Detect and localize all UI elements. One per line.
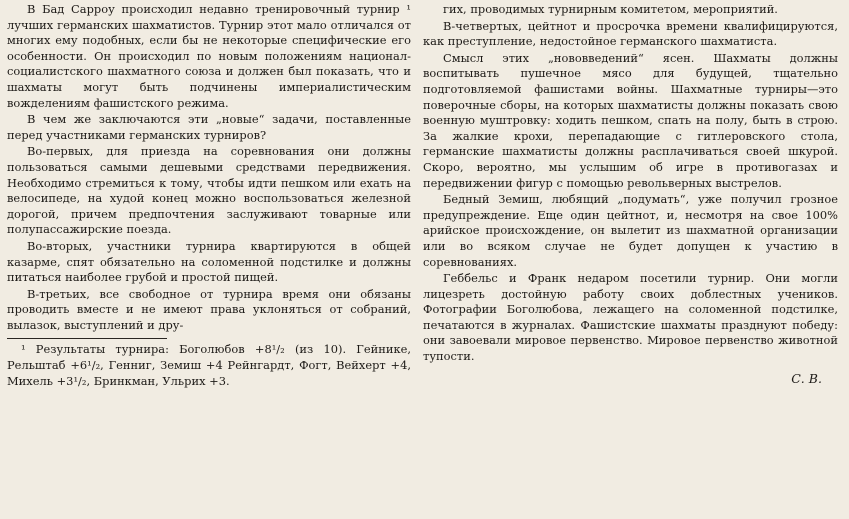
paragraph-intro: В Бад Сарроу происходил недавно тренировочный турнир ¹ лучших германских шахматистов. Турнир этот мало отличался от многих ему подобных, если бы не некоторые специфические его особенности. Он происходил по новым положениям национал-социалистского шахматного союза и должен был показать, что и шахматы могут быть подчинены империалистическим вожделениям фашистского режима. bbox=[7, 2, 411, 110]
footnote-divider bbox=[7, 338, 167, 339]
author-signature: С. В. bbox=[791, 370, 822, 386]
paragraph-fourth: В-четвертых, цейтнот и просрочка времени квалифицируются, как преступление, недостойное германского шахматиста. bbox=[423, 18, 838, 49]
paragraph-meaning: Смысл этих „нововведений“ ясен. Шахматы должны воспитывать пушечное мясо для будущей, тщательно подготовляемой фашистами войны. Шахматные турниры—это поверочные сборы, на которых шахматисты должны показать свою военную муштровку: ходить пешком, спать на полу, быть в строю. За жалкие крохи, перепадающие с гитлеровского стола, германские шахматисты должны расплачиваться своей шкурой. Скоро, вероятно, мы услышим об игре в противогазах и передвижении фигур с помощью револьверных выстрелов. bbox=[423, 50, 838, 190]
paragraph-question: В чем же заключаются эти „новые“ задачи, поставленные перед участниками германских турниров? bbox=[7, 112, 411, 142]
paragraph-goebbels: Геббельс и Франк недаром посетили турнир. Они могли лицезреть достойную работу своих доблестных учеников. Фотографии Боголюбова, лежащего на соломенной подстилке, печатаются в журналах. Фашистские шахматы празднуют победу: они завоевали мировое первенство. Мировое первенство животной тупости. bbox=[423, 271, 838, 364]
left-column bbox=[7, 2, 411, 389]
footnote-results: ¹ Результаты турнира: Боголюбов +8¹/₂ (из 10). Гейнике, Рельштаб +6¹/₂, Генниг, Земиш +4 Рейнгардт, Фогт, Вейхерт +4, Михель +3¹/₂, Бринкман, Ульрих +3. bbox=[7, 342, 411, 388]
right-column bbox=[423, 2, 838, 386]
paragraph-continuation: гих, проводимых турнирным комитетом, мероприятий. bbox=[443, 2, 778, 16]
paragraph-zemisch: Бедный Земиш, любящий „подумать“, уже получил грозное предупреждение. Еще один цейтнот, и, несмотря на свое 100% арийское происхождение, он вылетит из шахматной организации или во всяком случае не будет допущен к участию в соревнованиях. bbox=[423, 192, 838, 269]
paragraph-first: Во-первых, для приезда на соревнования они должны пользоваться самыми дешевыми средствами передвижения. Необходимо стремиться к тому, чтобы идти пешком или ехать на велосипеде, на худой конец можно воспользоваться железной дорогой, причем предпочтения заслуживают товарные или полупассажирские поезда. bbox=[7, 144, 411, 237]
paragraph-second: Во-вторых, участники турнира квартируются в общей казарме, спят обязательно на соломенной подстилке и должны питаться наиболее грубой и простой пищей. bbox=[7, 238, 411, 285]
paragraph-third: В-третьих, все свободное от турнира время они обязаны проводить вместе и не имеют права уклоняться от собраний, вылазок, выступлений и дру- bbox=[7, 286, 411, 332]
